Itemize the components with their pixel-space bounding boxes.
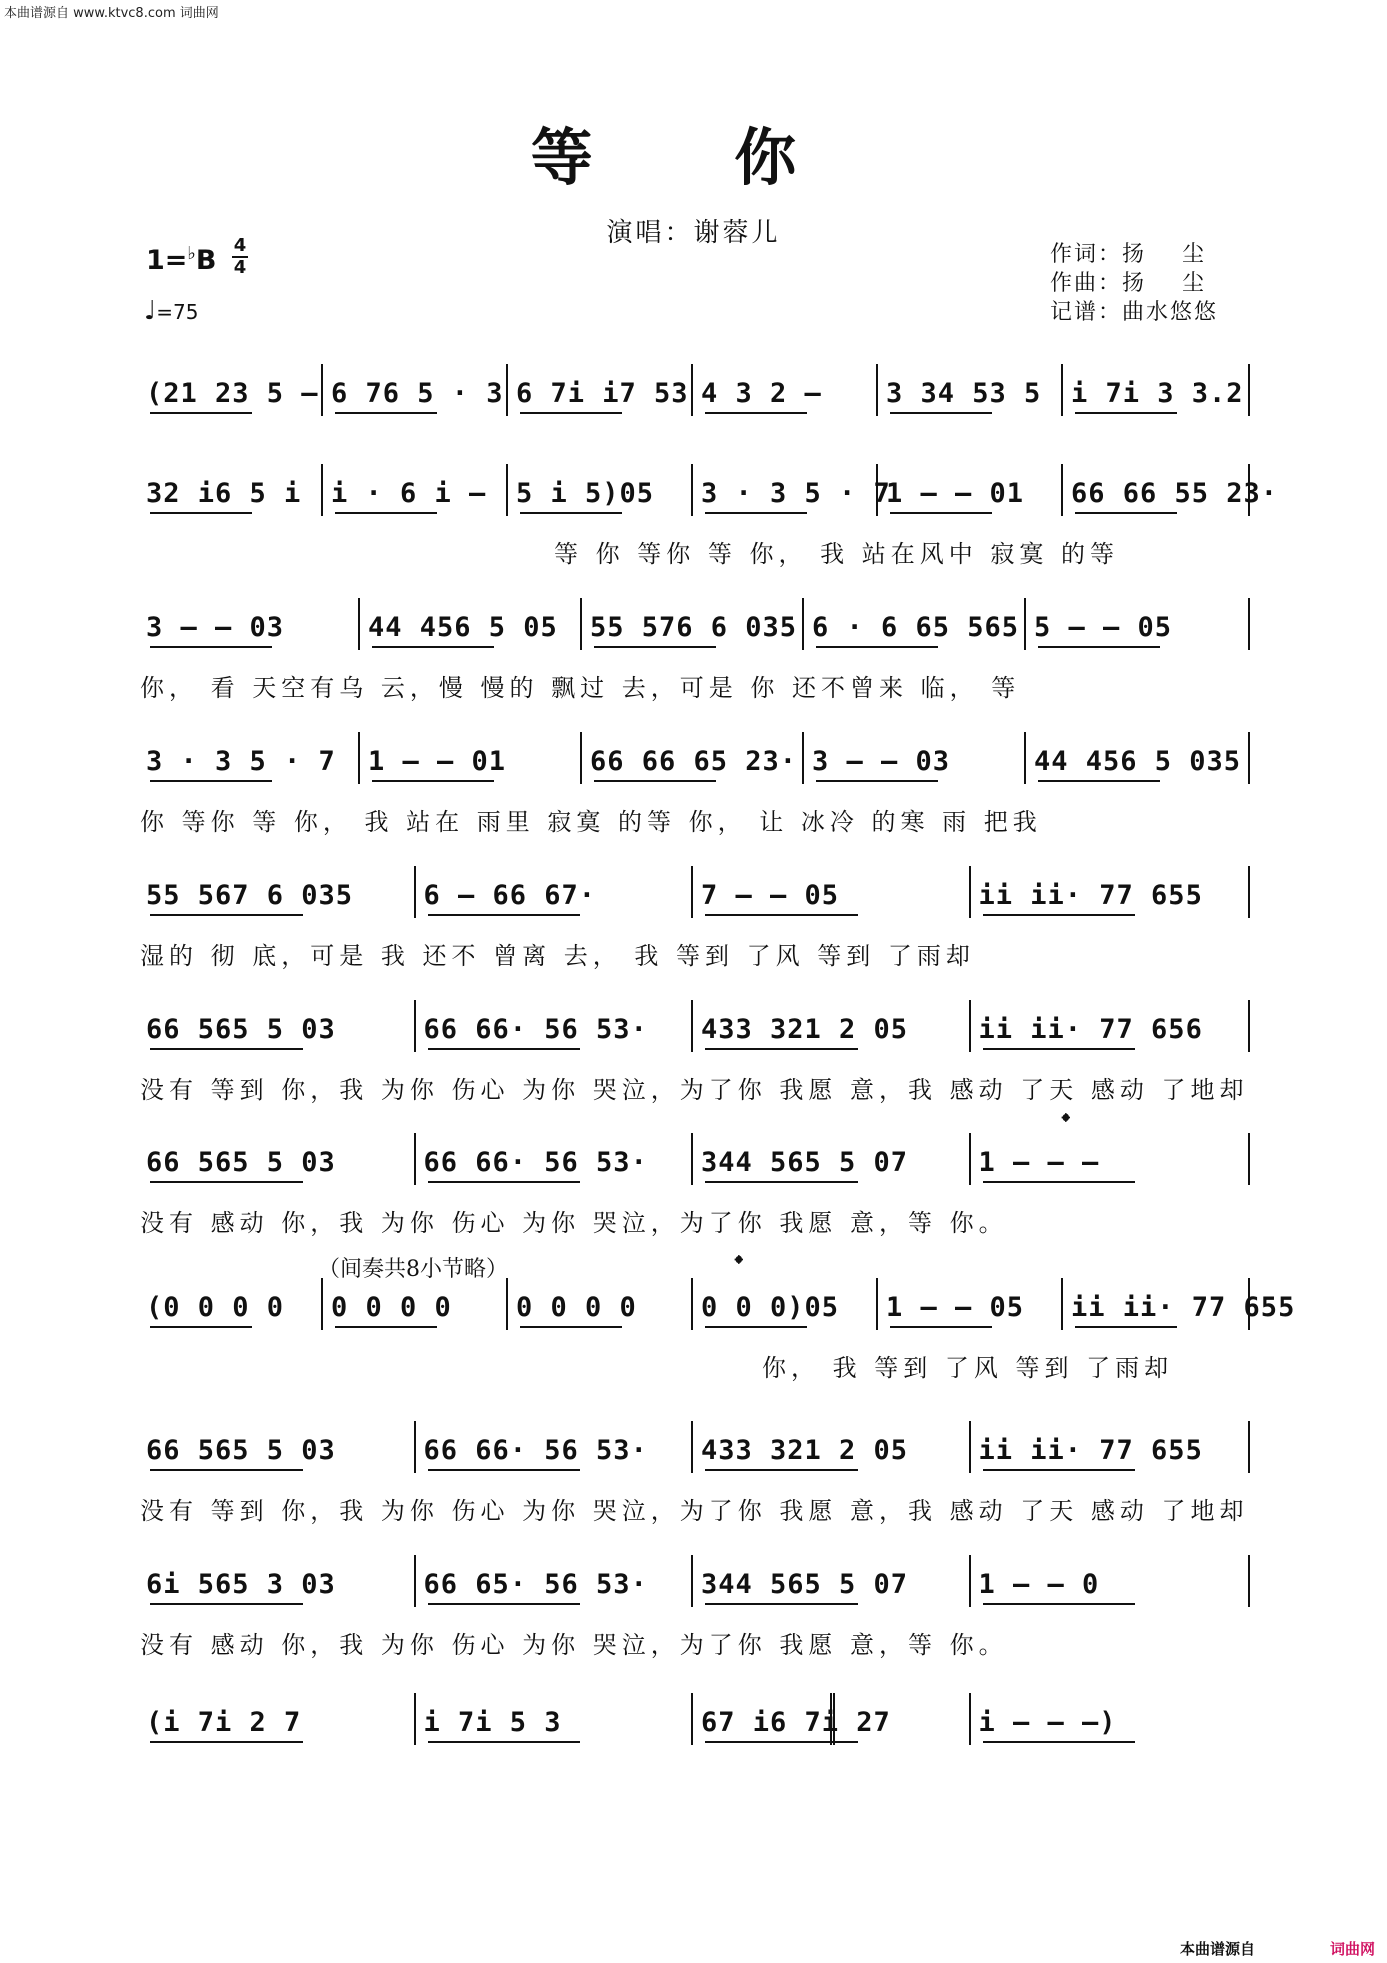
measure: 0 0 0)05 (701, 1292, 840, 1323)
lyrics-line: 你， 看 天空有乌 云，慢 慢的 飘过 去，可是 你 还不曾来 临， 等 (140, 674, 1021, 702)
beam-underline (705, 1603, 858, 1605)
bar-line (1248, 1278, 1250, 1330)
score-system (140, 1012, 1250, 1106)
score-system (140, 476, 1279, 570)
notes-line (140, 1567, 1250, 1607)
beam-underline (335, 512, 437, 514)
bar-line (321, 1278, 323, 1330)
score-system (140, 376, 1250, 470)
measure: 44 456 5 05 (368, 612, 558, 643)
lyricist: 作词：扬 尘 (1050, 242, 1206, 267)
lyrics-line: 等 你 等你 等 你， 我 站在风中 寂寞 的等 (554, 540, 1120, 568)
notes-line (140, 376, 1250, 416)
bar-line (321, 464, 323, 516)
bar-line (691, 1278, 693, 1330)
measure: i · 6 i – (331, 478, 487, 509)
bar-line (691, 1555, 693, 1607)
time-top: 4 (233, 235, 247, 256)
bar-line (414, 866, 416, 918)
beam-underline (890, 512, 992, 514)
measure: 4 3 2 – (701, 378, 822, 409)
measure: ii ii· 77 655 (978, 880, 1203, 911)
bar-line (691, 1000, 693, 1052)
score-system (140, 878, 1250, 972)
beam-underline (816, 780, 938, 782)
beam-underline (150, 1048, 303, 1050)
bar-line (414, 1555, 416, 1607)
notes-line (140, 878, 1250, 918)
measure: 6 – 66 67· (423, 880, 597, 911)
beam-underline (594, 646, 716, 648)
beam-underline (150, 914, 303, 916)
beam-underline (1075, 412, 1177, 414)
bar-line (1248, 866, 1250, 918)
bar-line (876, 364, 878, 416)
measure: 0 0 0 0 (516, 1292, 637, 1323)
bar-line (691, 464, 693, 516)
measure: 66 66· 56 53· (423, 1435, 648, 1466)
footer-left: 本曲谱源自 (1180, 1940, 1256, 1958)
bar-line (1061, 364, 1063, 416)
lyrics-line: 没有 等到 你，我 为你 伤心 为你 哭泣，为了你 我愿 意，我 感动 了天 感动 了地却 (140, 1076, 1249, 1104)
bar-line (802, 598, 804, 650)
bar-line (1248, 464, 1250, 516)
site-header: 本曲谱源自 www.ktvc8.com 词曲网 (4, 6, 219, 21)
bar-line (358, 732, 360, 784)
lyrics-line: 没有 感动 你，我 为你 伤心 为你 哭泣，为了你 我愿 意，等 你。 (140, 1631, 1008, 1659)
bar-line (691, 364, 693, 416)
beam-underline (983, 1181, 1136, 1183)
measure: 433 321 2 05 (701, 1435, 909, 1466)
beam-underline (150, 1469, 303, 1471)
measure: 6 76 5 · 3 (331, 378, 504, 409)
beam-underline (150, 1741, 303, 1743)
beam-underline (1038, 646, 1160, 648)
measure: 66 565 5 03 (146, 1435, 336, 1466)
bar-line (1061, 464, 1063, 516)
lyrics-line: 湿的 彻 底，可是 我 还不 曾离 去， 我 等到 了风 等到 了雨却 (140, 942, 975, 970)
score-system (140, 1145, 1250, 1239)
measure: 6 7i i7 53 (516, 378, 689, 409)
bar-line (1024, 732, 1026, 784)
measure: 1 – – 0 (978, 1569, 1100, 1600)
score-system (140, 1290, 1296, 1384)
notes-line (140, 1145, 1250, 1185)
measure: 3 34 53 5 (886, 378, 1042, 409)
tempo-mark (144, 296, 198, 326)
score-system (140, 744, 1250, 838)
beam-underline (983, 1603, 1136, 1605)
beam-underline (983, 1048, 1136, 1050)
measure: 44 456 5 035 (1034, 746, 1242, 777)
bar-line (1248, 1133, 1250, 1185)
measure: 3 – – 03 (812, 746, 951, 777)
measure: (0 0 0 0 (146, 1292, 285, 1323)
beam-underline (372, 780, 494, 782)
measure: 66 66 65 23· (590, 746, 798, 777)
beam-underline (428, 1469, 581, 1471)
bar-line (876, 1278, 878, 1330)
beam-underline (1075, 512, 1177, 514)
time-signature (232, 236, 248, 278)
bar-line (969, 1133, 971, 1185)
notes-line (140, 1290, 1296, 1330)
measure: 55 576 6 035 (590, 612, 798, 643)
bar-line (969, 1555, 971, 1607)
credits (1050, 240, 1218, 327)
measure: ii ii· 77 655 (1071, 1292, 1296, 1323)
transcriber: 记谱：曲水悠悠 (1050, 300, 1219, 325)
beam-underline (150, 646, 272, 648)
beam-underline (520, 1326, 622, 1328)
lyrics-line: 你 等你 等 你， 我 站在 雨里 寂寞 的等 你， 让 冰冷 的寒 雨 把我 (140, 808, 1042, 836)
beam-underline (816, 646, 938, 648)
measure: i 7i 5 3 (423, 1707, 562, 1738)
bar-line (506, 464, 508, 516)
measure: 66 66· 56 53· (423, 1014, 648, 1045)
score-system (140, 1433, 1250, 1527)
bar-line (1248, 364, 1250, 416)
bar-line (1061, 1278, 1063, 1330)
beam-underline (428, 1181, 581, 1183)
bar-line (830, 1693, 835, 1745)
beam-underline (705, 412, 807, 414)
bar-line (691, 1693, 693, 1745)
bar-line (506, 1278, 508, 1330)
lyrics-line: 没有 感动 你，我 为你 伤心 为你 哭泣，为了你 我愿 意，等 你。 (140, 1209, 1008, 1237)
beam-underline (1038, 780, 1160, 782)
key-note: B (195, 245, 217, 276)
bar-line (1248, 732, 1250, 784)
tempo-value: =75 (156, 300, 199, 324)
measure: 1 – – 05 (886, 1292, 1025, 1323)
beam-underline (150, 512, 252, 514)
beam-underline (705, 914, 858, 916)
measure: 3 · 3 5 · 7 (146, 746, 336, 777)
measure: ii ii· 77 655 (978, 1435, 1203, 1466)
measure: 1 – – 01 (368, 746, 507, 777)
lyrics-line (140, 434, 1250, 470)
beam-underline (428, 914, 581, 916)
beam-underline (705, 1326, 807, 1328)
beam-underline (705, 512, 807, 514)
measure: 66 66· 56 53· (423, 1147, 648, 1178)
quarter-note-icon: ♩ (144, 296, 157, 326)
measure: 66 66 55 23· (1071, 478, 1279, 509)
beam-underline (705, 1048, 858, 1050)
bar-line (691, 1133, 693, 1185)
measure: 344 565 5 07 (701, 1147, 909, 1178)
measure: 3 · 3 5 · 7 (701, 478, 891, 509)
coda-icon: 𝄌 (1062, 1110, 1070, 1135)
bar-line (580, 732, 582, 784)
measure: 5 i 5)05 (516, 478, 655, 509)
measure: 0 0 0 0 (331, 1292, 452, 1323)
measure: 1 – – 01 (886, 478, 1025, 509)
beam-underline (428, 1741, 581, 1743)
flat-sign: ♭ (187, 243, 196, 264)
beam-underline (890, 1326, 992, 1328)
measure: 55 567 6 035 (146, 880, 354, 911)
beam-underline (372, 646, 494, 648)
bar-line (1248, 598, 1250, 650)
key-prefix: 1= (146, 245, 188, 276)
bar-line (506, 364, 508, 416)
beam-underline (983, 1741, 1136, 1743)
measure: i 7i 3 3.2 (1071, 378, 1244, 409)
score-system (140, 610, 1250, 704)
bar-line (969, 866, 971, 918)
measure: 66 565 5 03 (146, 1147, 336, 1178)
beam-underline (428, 1603, 581, 1605)
beam-underline (983, 914, 1136, 916)
footer-right: 词曲网 (1330, 1940, 1376, 1958)
bar-line (802, 732, 804, 784)
measure: 66 565 5 03 (146, 1014, 336, 1045)
bar-line (691, 1421, 693, 1473)
measure: 5 – – 05 (1034, 612, 1173, 643)
measure: ii ii· 77 656 (978, 1014, 1203, 1045)
measure: 66 65· 56 53· (423, 1569, 648, 1600)
beam-underline (335, 1326, 437, 1328)
bar-line (969, 1693, 971, 1745)
bar-line (691, 866, 693, 918)
key-signature (146, 243, 217, 276)
bar-line (414, 1421, 416, 1473)
bar-line (321, 364, 323, 416)
beam-underline (983, 1469, 1136, 1471)
measure: (21 23 5 – (146, 378, 319, 409)
bar-line (414, 1693, 416, 1745)
measure: 32 i6 5 i (146, 478, 302, 509)
song-title: 等 你 (530, 121, 857, 194)
bar-line (876, 464, 878, 516)
beam-underline (150, 780, 272, 782)
measure: i – – –) (978, 1707, 1117, 1738)
bar-line (1248, 1000, 1250, 1052)
beam-underline (150, 412, 252, 414)
beam-underline (594, 780, 716, 782)
beam-underline (428, 1048, 581, 1050)
notes-line (140, 610, 1250, 650)
measure: (i 7i 2 7 (146, 1707, 302, 1738)
singer-line: 演唱：谢蓉儿 (606, 218, 781, 248)
beam-underline (150, 1326, 252, 1328)
bar-line (358, 598, 360, 650)
bar-line (1024, 598, 1026, 650)
measure: 1 – – – (978, 1147, 1100, 1178)
score-system (140, 1705, 1250, 1799)
measure: 67 i6 7i 27 (701, 1707, 891, 1738)
measure: 3 – – 03 (146, 612, 285, 643)
lyrics-line (140, 1763, 1250, 1799)
notes-line (140, 744, 1250, 784)
bar-line (414, 1133, 416, 1185)
notes-line (140, 1705, 1250, 1745)
bar-line (1248, 1421, 1250, 1473)
notes-line (140, 476, 1279, 516)
measure: 6i 565 3 03 (146, 1569, 336, 1600)
measure: 344 565 5 07 (701, 1569, 909, 1600)
beam-underline (520, 412, 622, 414)
interlude-note: （间奏共8小节略） (318, 1257, 508, 1282)
time-bottom: 4 (233, 257, 247, 278)
bar-line (1248, 1555, 1250, 1607)
measure: 7 – – 05 (701, 880, 840, 911)
beam-underline (1075, 1326, 1177, 1328)
bar-line (969, 1421, 971, 1473)
notes-line (140, 1433, 1250, 1473)
lyrics-line: 没有 等到 你，我 为你 伤心 为你 哭泣，为了你 我愿 意，我 感动 了天 感动 了地却 (140, 1497, 1249, 1525)
bar-line (580, 598, 582, 650)
beam-underline (520, 512, 622, 514)
notes-line (140, 1012, 1250, 1052)
measure: 6 · 6 65 565 (812, 612, 1020, 643)
composer: 作曲：扬 尘 (1050, 271, 1206, 296)
bar-line (414, 1000, 416, 1052)
lyrics-line: 你， 我 等到 了风 等到 了雨却 (762, 1354, 1174, 1382)
beam-underline (150, 1181, 303, 1183)
bar-line (969, 1000, 971, 1052)
measure: 433 321 2 05 (701, 1014, 909, 1045)
beam-underline (705, 1181, 858, 1183)
score-system (140, 1567, 1250, 1661)
beam-underline (705, 1469, 858, 1471)
beam-underline (150, 1603, 303, 1605)
beam-underline (890, 412, 992, 414)
coda-icon: 𝄌 (735, 1252, 743, 1277)
beam-underline (335, 412, 437, 414)
